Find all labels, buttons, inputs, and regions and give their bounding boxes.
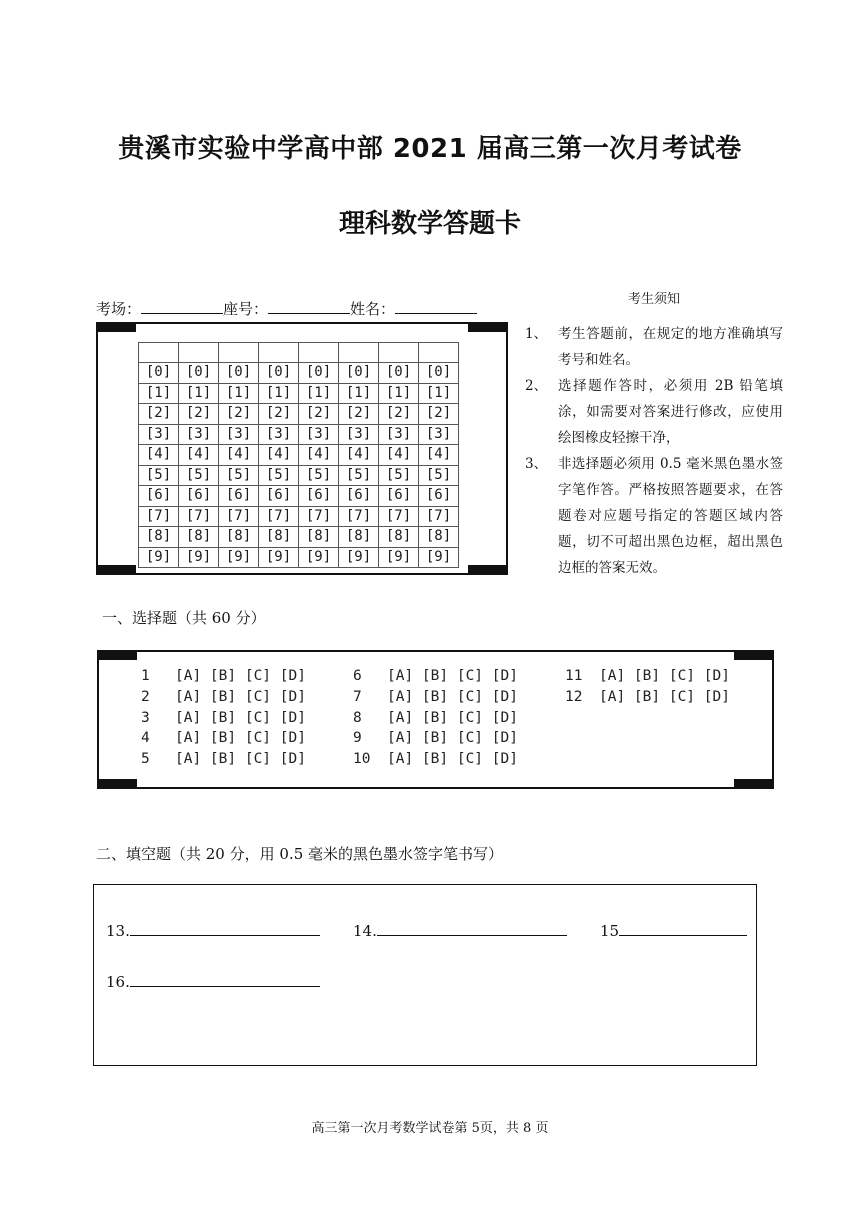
digit-bubble[interactable]: [9] <box>219 547 259 568</box>
answer-options[interactable]: [A] [B] [C] [D] <box>175 730 306 747</box>
corner-mark <box>468 322 508 332</box>
digit-bubble[interactable]: [8] <box>139 527 179 548</box>
digit-bubble[interactable]: [7] <box>299 506 339 527</box>
digit-bubble[interactable]: [5] <box>219 465 259 486</box>
digit-bubble[interactable]: [4] <box>139 445 179 466</box>
notice-text: 非选择题必须用 0.5 毫米黑色墨水签字笔作答。严格按照答题要求，在答题卷对应题号指定的答题区域内答题，切不可超出黑色边框，超出黑色边框的答案无效。 <box>558 456 783 576</box>
write-digit-cell[interactable] <box>139 343 179 363</box>
digit-bubble[interactable]: [9] <box>139 547 179 568</box>
answer-options[interactable]: [A] [B] [C] [D] <box>387 668 518 684</box>
digit-bubble[interactable]: [4] <box>259 445 299 466</box>
digit-bubble[interactable]: [4] <box>339 445 379 466</box>
blank-13[interactable] <box>106 921 320 940</box>
digit-bubble[interactable]: [6] <box>419 486 459 507</box>
grid-digit-row <box>139 506 459 527</box>
digit-bubble[interactable]: [1] <box>419 383 459 404</box>
grid-digit-row <box>139 424 459 445</box>
choice-question[interactable] <box>353 728 518 749</box>
blank-number: 13. <box>106 922 130 940</box>
digit-bubble[interactable]: [3] <box>339 424 379 445</box>
notice-number: 3、 <box>525 456 548 472</box>
blank-16[interactable] <box>106 972 320 991</box>
corner-mark <box>96 322 136 332</box>
answer-options[interactable]: [A] [B] [C] [D] <box>599 668 730 684</box>
digit-bubble[interactable]: [7] <box>379 506 419 527</box>
digit-bubble[interactable]: [1] <box>379 383 419 404</box>
section1-title: 一、选择题（共 60 分） <box>102 609 266 627</box>
write-digit-cell[interactable] <box>179 343 219 363</box>
digit-bubble[interactable]: [7] <box>139 506 179 527</box>
digit-bubble[interactable]: [7] <box>219 506 259 527</box>
digit-bubble[interactable]: [2] <box>339 404 379 425</box>
question-number: 9 <box>353 730 362 747</box>
grid-digit-row <box>139 363 459 384</box>
digit-bubble[interactable]: [5] <box>259 465 299 486</box>
write-digit-cell[interactable] <box>339 343 379 363</box>
exam-room-field[interactable] <box>141 299 223 314</box>
digit-bubble[interactable]: [3] <box>139 424 179 445</box>
corner-mark <box>96 565 136 575</box>
digit-bubble[interactable]: [6] <box>379 486 419 507</box>
candidate-info-row <box>96 298 477 319</box>
grid-digit-row <box>139 404 459 425</box>
blank-15[interactable] <box>600 921 747 940</box>
digit-bubble[interactable]: [0] <box>179 363 219 384</box>
digit-bubble[interactable]: [4] <box>299 445 339 466</box>
write-digit-cell[interactable] <box>379 343 419 363</box>
digit-bubble[interactable]: [8] <box>179 527 219 548</box>
digit-bubble[interactable]: [3] <box>259 424 299 445</box>
question-number: 2 <box>141 688 150 705</box>
digit-bubble[interactable]: [0] <box>419 363 459 384</box>
choice-question[interactable] <box>141 728 306 749</box>
answer-line <box>377 921 567 936</box>
question-number: 4 <box>141 730 150 747</box>
choice-question[interactable] <box>353 708 518 729</box>
choice-question[interactable] <box>141 749 306 770</box>
digit-bubble[interactable]: [5] <box>419 465 459 486</box>
corner-mark <box>468 565 508 575</box>
answer-options[interactable]: [A] [B] [C] [D] <box>387 709 518 726</box>
digit-bubble[interactable]: [3] <box>299 424 339 445</box>
question-number: 1 <box>141 668 150 684</box>
grid-digit-row <box>139 383 459 404</box>
write-digit-cell[interactable] <box>299 343 339 363</box>
digit-bubble[interactable]: [6] <box>299 486 339 507</box>
write-digit-cell[interactable] <box>219 343 259 363</box>
blank-number: 14. <box>353 922 377 940</box>
grid-digit-row <box>139 547 459 568</box>
digit-bubble[interactable]: [3] <box>379 424 419 445</box>
digit-bubble[interactable]: [2] <box>259 404 299 425</box>
digit-bubble[interactable]: [5] <box>139 465 179 486</box>
digit-bubble[interactable]: [0] <box>299 363 339 384</box>
digit-bubble[interactable]: [6] <box>179 486 219 507</box>
answer-options[interactable]: [A] [B] [C] [D] <box>175 709 306 726</box>
digit-bubble[interactable]: [0] <box>139 363 179 384</box>
name-label: 姓名： <box>350 300 396 318</box>
answer-sheet-title: 理科数学答题卡 <box>338 209 521 239</box>
digit-bubble[interactable]: [2] <box>379 404 419 425</box>
digit-bubble[interactable]: [0] <box>259 363 299 384</box>
corner-mark <box>734 650 774 660</box>
blank-number: 16. <box>106 973 130 991</box>
seat-field[interactable] <box>268 299 350 314</box>
choice-question[interactable] <box>565 666 730 687</box>
digit-bubble[interactable]: [0] <box>219 363 259 384</box>
choice-column <box>353 666 518 770</box>
grid-digit-row <box>139 486 459 507</box>
digit-bubble[interactable]: [8] <box>259 527 299 548</box>
notice-title: 考生须知 <box>628 292 681 307</box>
notice-item <box>525 321 783 373</box>
answer-options[interactable]: [A] [B] [C] [D] <box>387 751 518 768</box>
exam-number-grid-box <box>96 322 508 575</box>
answer-options[interactable]: [A] [B] [C] [D] <box>175 688 306 705</box>
choice-question[interactable] <box>141 708 306 729</box>
question-number: 11 <box>565 668 583 684</box>
digit-bubble[interactable]: [9] <box>179 547 219 568</box>
page-footer: 高三第一次月考数学试卷第 5页，共 8 页 <box>311 1121 549 1136</box>
blank-14[interactable] <box>353 921 567 940</box>
choice-question[interactable] <box>353 666 518 687</box>
notice-text: 选择题作答时，必须用 2B 铅笔填涂，如需要对答案进行修改，应使用绘图橡皮轻擦干净， <box>558 378 783 446</box>
digit-bubble[interactable]: [4] <box>179 445 219 466</box>
name-field[interactable] <box>395 299 477 314</box>
digit-bubble[interactable]: [1] <box>179 383 219 404</box>
answer-options[interactable]: [A] [B] [C] [D] <box>387 688 518 705</box>
digit-bubble[interactable]: [5] <box>179 465 219 486</box>
blank-number: 15 <box>600 922 620 940</box>
digit-bubble[interactable]: [1] <box>339 383 379 404</box>
digit-bubble[interactable]: [9] <box>379 547 419 568</box>
answer-line <box>130 921 320 936</box>
digit-bubble[interactable]: [3] <box>179 424 219 445</box>
digit-bubble[interactable]: [1] <box>219 383 259 404</box>
digit-bubble[interactable]: [0] <box>379 363 419 384</box>
question-number: 8 <box>353 709 362 726</box>
question-number: 7 <box>353 688 362 705</box>
digit-bubble[interactable]: [2] <box>419 404 459 425</box>
digit-bubble[interactable]: [2] <box>179 404 219 425</box>
grid-write-row <box>139 343 459 363</box>
exam-number-grid <box>138 342 459 568</box>
grid-digit-row <box>139 465 459 486</box>
digit-bubble[interactable]: [6] <box>139 486 179 507</box>
notice-number: 2、 <box>525 378 548 394</box>
digit-bubble[interactable]: [0] <box>339 363 379 384</box>
corner-mark <box>97 779 137 789</box>
digit-bubble[interactable]: [8] <box>419 527 459 548</box>
digit-bubble[interactable]: [5] <box>339 465 379 486</box>
digit-bubble[interactable]: [1] <box>299 383 339 404</box>
grid-digit-row <box>139 527 459 548</box>
digit-bubble[interactable]: [4] <box>419 445 459 466</box>
digit-bubble[interactable]: [1] <box>139 383 179 404</box>
digit-bubble[interactable]: [4] <box>219 445 259 466</box>
write-digit-cell[interactable] <box>419 343 459 363</box>
digit-bubble[interactable]: [6] <box>259 486 299 507</box>
digit-bubble[interactable]: [1] <box>259 383 299 404</box>
corner-mark <box>734 779 774 789</box>
grid-digit-row <box>139 445 459 466</box>
notice-item <box>525 451 783 581</box>
notice-number: 1、 <box>525 326 548 342</box>
digit-bubble[interactable]: [2] <box>299 404 339 425</box>
seat-label: 座号： <box>223 300 269 318</box>
choice-question[interactable] <box>141 687 306 708</box>
question-number: 6 <box>353 668 362 684</box>
digit-bubble[interactable]: [9] <box>339 547 379 568</box>
digit-bubble[interactable]: [8] <box>339 527 379 548</box>
notice-item <box>525 373 783 451</box>
section2-title: 二、填空题（共 20 分，用 0.5 毫米的黑色墨水签字笔书写） <box>96 845 504 863</box>
digit-bubble[interactable]: [8] <box>219 527 259 548</box>
answer-options[interactable]: [A] [B] [C] [D] <box>387 730 518 747</box>
digit-bubble[interactable]: [9] <box>299 547 339 568</box>
choice-column <box>565 666 730 708</box>
choice-question[interactable] <box>565 687 730 708</box>
choice-question[interactable] <box>353 749 518 770</box>
digit-bubble[interactable]: [7] <box>339 506 379 527</box>
answer-options[interactable]: [A] [B] [C] [D] <box>175 751 306 768</box>
question-number: 10 <box>353 751 371 768</box>
write-digit-cell[interactable] <box>259 343 299 363</box>
digit-bubble[interactable]: [8] <box>379 527 419 548</box>
digit-bubble[interactable]: [2] <box>139 404 179 425</box>
digit-bubble[interactable]: [6] <box>339 486 379 507</box>
answer-line <box>619 921 747 936</box>
choice-column <box>141 666 306 770</box>
question-number: 12 <box>565 688 583 705</box>
exam-room-label: 考场： <box>96 300 142 318</box>
digit-bubble[interactable]: [6] <box>219 486 259 507</box>
digit-bubble[interactable]: [3] <box>419 424 459 445</box>
digit-bubble[interactable]: [5] <box>299 465 339 486</box>
digit-bubble[interactable]: [9] <box>259 547 299 568</box>
digit-bubble[interactable]: [7] <box>419 506 459 527</box>
question-number: 3 <box>141 709 150 726</box>
notice-list <box>525 321 783 581</box>
question-number: 5 <box>141 751 150 768</box>
digit-bubble[interactable]: [5] <box>379 465 419 486</box>
multiple-choice-box <box>97 650 774 789</box>
answer-options[interactable]: [A] [B] [C] [D] <box>175 668 306 684</box>
answer-options[interactable]: [A] [B] [C] [D] <box>599 688 730 705</box>
digit-bubble[interactable]: [2] <box>219 404 259 425</box>
digit-bubble[interactable]: [7] <box>259 506 299 527</box>
fill-in-box <box>93 884 757 1066</box>
notice-text: 考生答题前，在规定的地方准确填写考号和姓名。 <box>558 326 783 368</box>
answer-line <box>130 972 320 987</box>
corner-mark <box>97 650 137 660</box>
exam-title: 贵溪市实验中学高中部 2021 届高三第一次月考试卷 <box>118 134 742 164</box>
choice-question[interactable] <box>353 687 518 708</box>
choice-question[interactable] <box>141 666 306 687</box>
digit-bubble[interactable]: [3] <box>219 424 259 445</box>
digit-bubble[interactable]: [7] <box>179 506 219 527</box>
digit-bubble[interactable]: [9] <box>419 547 459 568</box>
digit-bubble[interactable]: [8] <box>299 527 339 548</box>
digit-bubble[interactable]: [4] <box>379 445 419 466</box>
